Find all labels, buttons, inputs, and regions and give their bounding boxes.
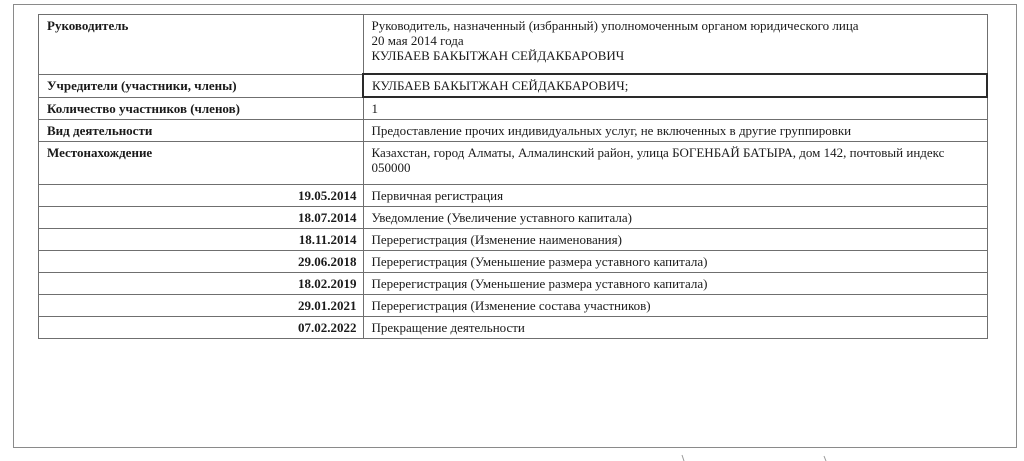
history-row	[39, 273, 988, 295]
history-date: 29.01.2021	[39, 295, 364, 317]
registry-table	[38, 14, 988, 339]
history-event: Уведомление (Увеличение уставного капитала)	[363, 207, 987, 229]
history-row	[39, 207, 988, 229]
history-date: 18.07.2014	[39, 207, 364, 229]
history-date: 07.02.2022	[39, 317, 364, 339]
head-name: КУЛБАЕВ БАКЫТЖАН СЕЙДАКБАРОВИЧ	[371, 48, 625, 63]
history-date: 29.06.2018	[39, 251, 364, 273]
history-event: Прекращение деятельности	[363, 317, 987, 339]
history-row	[39, 317, 988, 339]
head-date: 20 мая 2014 года	[371, 33, 464, 48]
members-count-value: 1	[363, 97, 987, 120]
history-date: 18.02.2019	[39, 273, 364, 295]
head-label: Руководитель	[39, 15, 364, 75]
members-count-label: Количество участников (членов)	[39, 97, 364, 120]
founders-label: Учредители (участники, члены)	[39, 74, 364, 97]
history-row	[39, 295, 988, 317]
activity-label: Вид деятельности	[39, 120, 364, 142]
history-row	[39, 229, 988, 251]
row-founders	[39, 74, 988, 97]
history-event: Первичная регистрация	[363, 185, 987, 207]
history-date: 19.05.2014	[39, 185, 364, 207]
head-value	[363, 15, 987, 75]
location-label: Местонахождение	[39, 142, 364, 185]
history-row	[39, 185, 988, 207]
head-appointment: Руководитель, назначенный (избранный) уполномоченным органом юридического лица	[371, 18, 859, 33]
history-event: Перерегистрация (Уменьшение размера уставного капитала)	[363, 273, 987, 295]
row-members-count	[39, 97, 988, 120]
history-event: Перерегистрация (Изменение наименования)	[363, 229, 987, 251]
location-value: Казахстан, город Алматы, Алмалинский район, улица БОГЕНБАЙ БАТЫРА, дом 142, почтовый индекс 050000	[363, 142, 987, 185]
row-head	[39, 15, 988, 75]
row-activity	[39, 120, 988, 142]
history-row	[39, 251, 988, 273]
history-event: Перерегистрация (Изменение состава участников)	[363, 295, 987, 317]
activity-value: Предоставление прочих индивидуальных услуг, не включенных в другие группировки	[363, 120, 987, 142]
row-location	[39, 142, 988, 185]
history-date: 18.11.2014	[39, 229, 364, 251]
founders-value: КУЛБАЕВ БАКЫТЖАН СЕЙДАКБАРОВИЧ;	[363, 74, 987, 97]
page-edge-marks	[0, 452, 1024, 461]
history-event: Перерегистрация (Уменьшение размера уставного капитала)	[363, 251, 987, 273]
